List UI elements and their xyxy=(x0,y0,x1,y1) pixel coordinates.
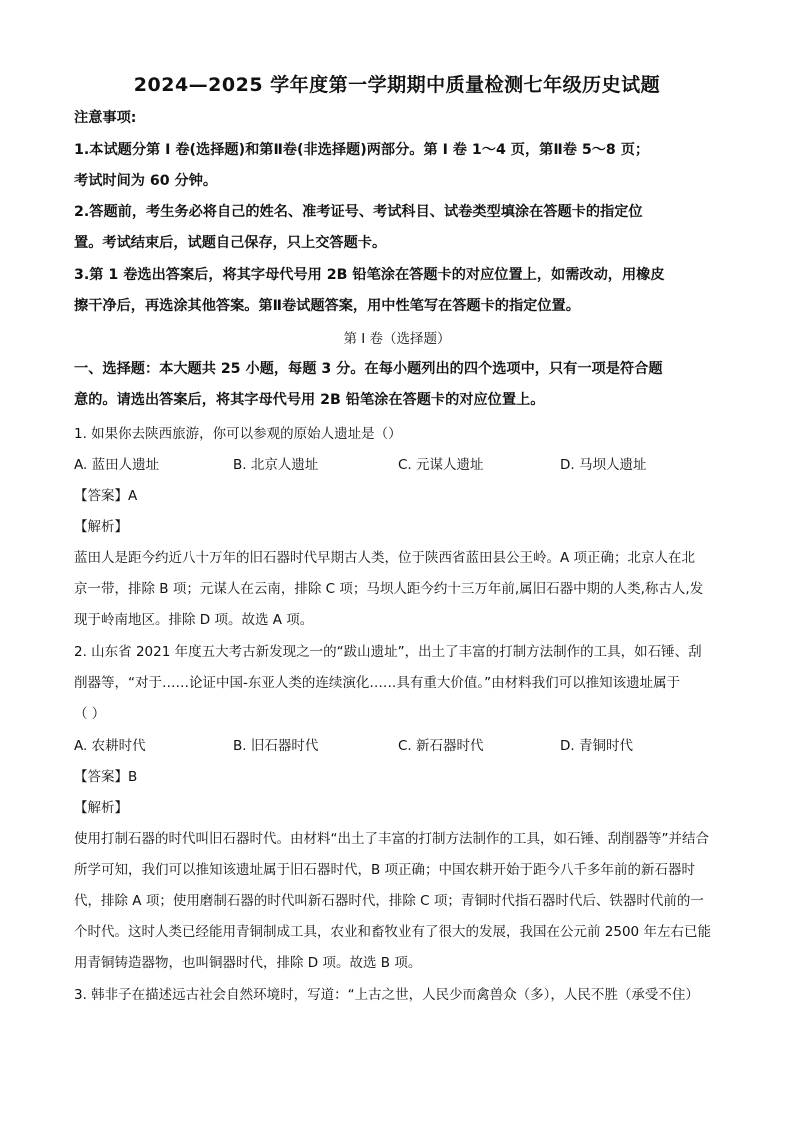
exam-title: 2024—2025 学年度第一学期期中质量检测七年级历史试题 xyxy=(133,74,661,96)
notice-item-1-cont: 考试时间为 60 分钟。 xyxy=(74,173,218,189)
question-2-analysis-label: 【解析】 xyxy=(74,800,128,816)
notice-heading: 注意事项: xyxy=(74,110,137,126)
question-2-analysis-line: 使用打制石器的时代叫旧石器时代。由材料“出土了丰富的打制方法制作的工具，如石锤、刮削器等”并结合 xyxy=(74,831,709,847)
question-1-analysis-line: 京一带，排除 B 项；元谋人在云南，排除 C 项；马坝人距今约十三万年前,属旧石器中期的人类,称古人,发 xyxy=(74,581,704,597)
question-2-answer: 【答案】B xyxy=(74,769,138,785)
question-2-stem-cont: 削器等，“对于……论证中国-东亚人类的连续演化……具有重大价值。”由材料我们可以推知该遗址属于 xyxy=(74,675,681,691)
question-1-stem: 1. 如果你去陕西旅游，你可以参观的原始人遗址是（） xyxy=(74,426,402,442)
question-1-analysis-line: 蓝田人是距今约近八十万年的旧石器时代早期古人类，位于陕西省蓝田县公王岭。A 项正确；北京人在北 xyxy=(74,550,696,566)
question-2-stem-blank: （ ） xyxy=(74,706,106,722)
question-1-option-d: D. 马坝人遗址 xyxy=(560,457,647,473)
question-1-analysis-label: 【解析】 xyxy=(74,519,128,535)
notice-item-3-cont: 擦干净后，再选涂其他答案。第Ⅱ卷试题答案，用中性笔写在答题卡的指定位置。 xyxy=(74,298,580,314)
question-2-option-d: D. 青铜时代 xyxy=(560,738,633,754)
question-2-stem: 2. 山东省 2021 年度五大考古新发现之一的“跋山遗址”，出土了丰富的打制方法制作的工具，如石锤、刮 xyxy=(74,644,702,660)
question-2-analysis-line: 个时代。这时人类已经能用青铜制成工具，农业和畜牧业有了很大的发展，我国在公元前 2500 年左右已能 xyxy=(74,924,711,940)
question-2-analysis-line: 代，排除 A 项；使用磨制石器的时代叫新石器时代，排除 C 项；青铜时代指石器时代后、铁器时代前的一 xyxy=(74,893,704,909)
question-1-option-c: C. 元谋人遗址 xyxy=(398,457,484,473)
question-2-analysis-line: 所学可知，我们可以推知该遗址属于旧石器时代，B 项正确；中国农耕开始于距今八千多年前的新石器时 xyxy=(74,862,696,878)
question-2-option-b: B. 旧石器时代 xyxy=(233,738,319,754)
question-2-option-a: A. 农耕时代 xyxy=(74,738,146,754)
notice-item-2: 2.答题前，考生务必将自己的姓名、准考证号、考试科目、试卷类型填涂在答题卡的指定位 xyxy=(74,204,643,220)
question-3-stem: 3. 韩非子在描述远古社会自然环境时，写道：“上古之世，人民少而禽兽众（多），人民不胜（承受不住） xyxy=(74,987,699,1003)
section-intro-cont: 意的。请选出答案后，将其字母代号用 2B 铅笔涂在答题卡的对应位置上。 xyxy=(74,392,545,408)
question-1-option-b: B. 北京人遗址 xyxy=(233,457,319,473)
question-1-option-a: A. 蓝田人遗址 xyxy=(74,457,160,473)
section-intro: 一、选择题：本大题共 25 小题，每题 3 分。在每小题列出的四个选项中，只有一项是符合题 xyxy=(74,361,663,377)
question-1-analysis-line: 现于岭南地区。排除 D 项。故选 A 项。 xyxy=(74,612,314,628)
notice-item-1: 1.本试题分第 I 卷(选择题)和第Ⅱ卷(非选择题)两部分。第 I 卷 1～4 页，第Ⅱ卷 5～8 页； xyxy=(74,142,650,158)
question-2-option-c: C. 新石器时代 xyxy=(398,738,484,754)
notice-item-2-cont: 置。考试结束后，试题自己保存，只上交答题卡。 xyxy=(74,235,387,251)
question-1-answer: 【答案】A xyxy=(74,488,138,504)
question-2-analysis-line: 用青铜铸造器物，也叫铜器时代，排除 D 项。故选 B 项。 xyxy=(74,955,422,971)
section-title: 第 I 卷（选择题） xyxy=(343,331,451,347)
notice-item-3: 3.第 1 卷选出答案后，将其字母代号用 2B 铅笔涂在答题卡的对应位置上，如需改动，用橡皮 xyxy=(74,267,665,283)
